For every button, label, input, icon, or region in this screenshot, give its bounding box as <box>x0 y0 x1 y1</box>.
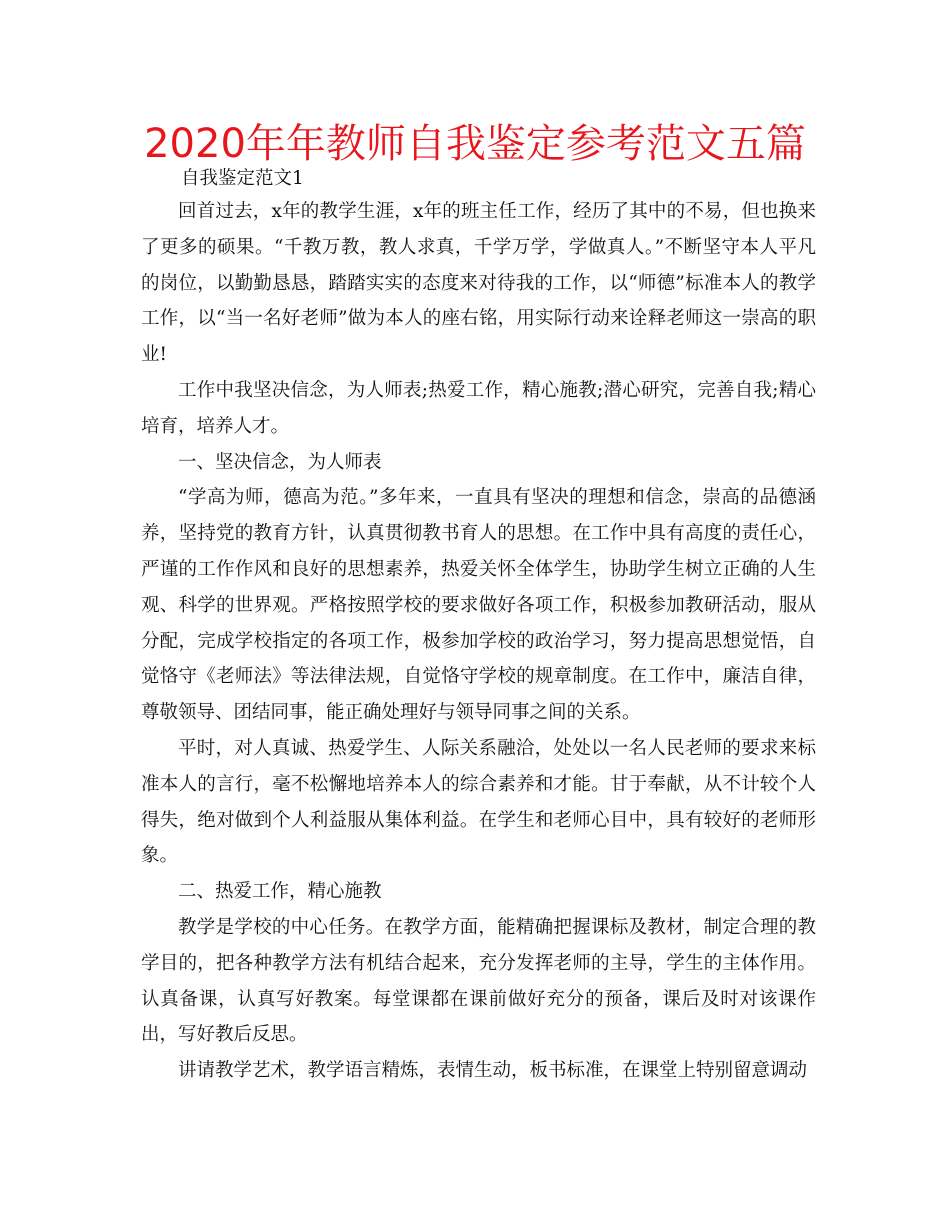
paragraph: “学高为师，德高为范。”多年来，一直具有坚决的理想和信念，崇高的品德涵养，坚持党的教育方针，认真贯彻教书育人的思想。在工作中具有高度的责任心，严谨的工作作风和良好的思想素养，热爱关怀全体学生，协助学生树立正确的人生观、科学的世界观。严格按照学校的要求做好各项工作，积极参加教研活动，服从分配，完成学校指定的各项工作，极参加学校的政治学习，努力提高思想觉悟，自觉恪守《老师法》等法律法规，自觉恪守学校的规章制度。在工作中，廉洁自律，尊敬领导、团结同事，能正确处理好与领导同事之间的关系。 <box>141 487 816 724</box>
section-heading: 一、坚决信念，为人师表 <box>178 451 382 473</box>
paragraph: 工作中我坚决信念，为人师表;热爱工作，精心施教;潜心研究，完善自我;精心培育，培养人才。 <box>141 379 816 437</box>
paragraph: 回首过去，x年的教学生涯，x年的班主任工作，经历了其中的不易，但也换来了更多的硕果。“千教万教，教人求真，千学万学，学做真人。”不断坚守本人平凡的岗位，以勤勤恳恳，踏踏实实的态度来对待我的工作，以“师德”标准本人的教学工作，以“当一名好老师”做为本人的座右铭，用实际行动来诠释老师这一崇高的职业! <box>141 201 816 366</box>
paragraph: 平时，对人真诚、热爱学生、人际关系融洽，处处以一名人民老师的要求来标准本人的言行，毫不松懈地培养本人的综合素养和才能。甘于奉献，从不计较个人得失，绝对做到个人利益服从集体利益。在学生和老师心目中，具有较好的老师形象。 <box>141 737 816 867</box>
document-subtitle: 自我鉴定范文1 <box>181 168 304 189</box>
document-title: 2020年年教师自我鉴定参考范文五篇 <box>144 121 806 167</box>
paragraph: 讲请教学艺术，教学语言精炼，表情生动，板书标准，在课堂上特别留意调动 <box>178 1060 808 1082</box>
paragraph: 教学是学校的中心任务。在教学方面，能精确把握课标及教材，制定合理的教学目的，把各种教学方法有机结合起来，充分发挥老师的主导，学生的主体作用。认真备课，认真写好教案。每堂课都在课前做好充分的预备，课后及时对该课作出，写好教后反思。 <box>141 916 816 1046</box>
document-body <box>141 164 816 1089</box>
section-heading: 二、热爱工作，精心施教 <box>178 881 382 903</box>
